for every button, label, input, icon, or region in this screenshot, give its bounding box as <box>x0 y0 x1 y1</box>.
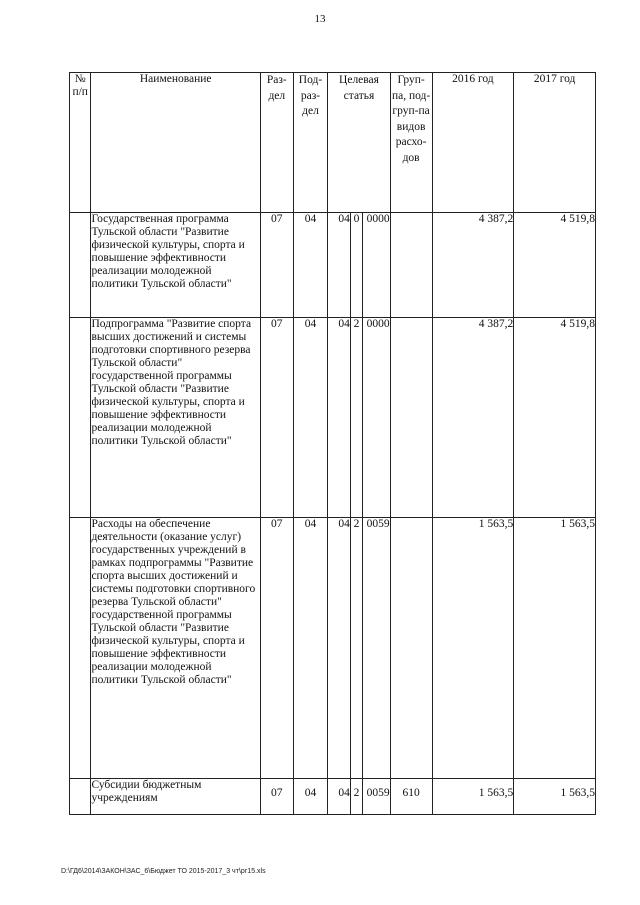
table-row <box>70 518 596 779</box>
table-row <box>70 213 596 318</box>
header-subsection: Под-раз-дел <box>293 73 328 213</box>
header-expense-group: Груп-па, под-груп-па видов расхо-дов <box>390 73 432 213</box>
row-subsection: 04 <box>293 318 328 518</box>
row-code-program: 04 <box>328 779 350 815</box>
row-code-subprogram: 2 <box>350 518 362 779</box>
row-subsection: 04 <box>293 779 328 815</box>
row-subsection: 04 <box>293 518 328 779</box>
header-num: № п/п <box>70 73 91 213</box>
row-num <box>70 318 91 518</box>
row-name: Расходы на обеспечение деятельности (оказание услуг) государственных учреждений в рамках подпрограммы "Развитие спорта высших достижений и системы подготовки спортивного резерва Тульской области" государственной программы Тульской области "Развитие физической культуры, спорта и повышение эффективности реализации молодежной политики Тульской области" <box>91 518 261 779</box>
row-code-subprogram: 2 <box>350 318 362 518</box>
row-code-direction: 0000 <box>363 213 391 318</box>
row-name: Подпрограмма "Развитие спорта высших достижений и системы подготовки спортивного резерва Тульской области" государственной программы Тульской области "Развитие физической культуры, спорта и повышение эффективности реализации молодежной политики Тульской области" <box>91 318 261 518</box>
row-expense-group <box>390 518 432 779</box>
row-code-program: 04 <box>328 213 350 318</box>
row-expense-group <box>390 213 432 318</box>
row-amount-2016: 4 387,2 <box>432 213 514 318</box>
row-section: 07 <box>260 213 293 318</box>
row-code-direction: 0000 <box>363 318 391 518</box>
row-amount-2017: 1 563,5 <box>514 779 596 815</box>
row-name: Государственная программа Тульской области "Развитие физической культуры, спорта и повышение эффективности реализации молодежной политики Тульской области" <box>91 213 261 318</box>
row-section: 07 <box>260 518 293 779</box>
row-section: 07 <box>260 779 293 815</box>
row-num <box>70 779 91 815</box>
row-code-direction: 0059 <box>363 518 391 779</box>
row-code-subprogram: 2 <box>350 779 362 815</box>
header-target-article: Целевая статья <box>328 73 390 213</box>
table-row <box>70 779 596 815</box>
row-expense-group <box>390 318 432 518</box>
row-amount-2017: 1 563,5 <box>514 518 596 779</box>
header-year-2016: 2016 год <box>432 73 514 213</box>
header-name: Наименование <box>91 73 261 213</box>
row-code-program: 04 <box>328 518 350 779</box>
row-amount-2016: 4 387,2 <box>432 318 514 518</box>
row-expense-group: 610 <box>390 779 432 815</box>
row-amount-2017: 4 519,8 <box>514 213 596 318</box>
row-section: 07 <box>260 318 293 518</box>
row-num <box>70 518 91 779</box>
row-name: Субсидии бюджетным учреждениям <box>91 779 261 815</box>
row-num <box>70 213 91 318</box>
file-path-footer: D:\ГД6\2014\ЗАКОН\ЗАС_6\Бюджет ТО 2015-2017_3 чт\рг15.xls <box>61 868 266 875</box>
row-amount-2016: 1 563,5 <box>432 779 514 815</box>
row-amount-2017: 4 519,8 <box>514 318 596 518</box>
table-header-row <box>70 73 596 213</box>
header-section: Раз-дел <box>260 73 293 213</box>
budget-table <box>69 72 596 815</box>
page-number: 13 <box>314 13 326 25</box>
row-subsection: 04 <box>293 213 328 318</box>
table-row <box>70 318 596 518</box>
header-year-2017: 2017 год <box>514 73 596 213</box>
row-code-subprogram: 0 <box>350 213 362 318</box>
row-code-direction: 0059 <box>363 779 391 815</box>
row-code-program: 04 <box>328 318 350 518</box>
row-amount-2016: 1 563,5 <box>432 518 514 779</box>
